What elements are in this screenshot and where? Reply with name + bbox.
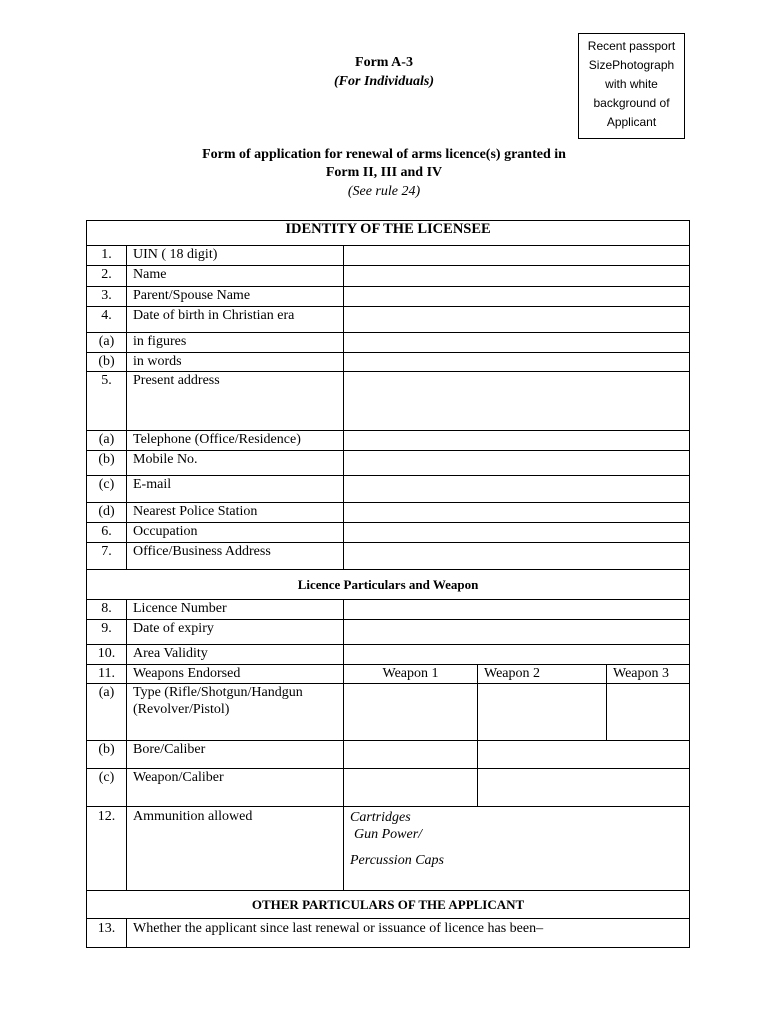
office-address-field[interactable] xyxy=(344,543,690,570)
form-row-uin xyxy=(87,246,690,266)
row-label: Date of birth in Christian era xyxy=(127,307,344,333)
row-label: Office/Business Address xyxy=(127,543,344,570)
form-number: Form A-3 xyxy=(355,55,413,70)
rule-reference: (See rule 24) xyxy=(347,184,421,199)
row-number: 4. xyxy=(87,307,127,333)
form-row-telephone xyxy=(87,431,690,451)
row-number: 8. xyxy=(87,600,127,620)
occupation-field[interactable] xyxy=(344,523,690,543)
expiry-date-field[interactable] xyxy=(344,620,690,645)
parent-name-field[interactable] xyxy=(344,287,690,307)
form-row-bore-caliber xyxy=(87,741,690,769)
telephone-field[interactable] xyxy=(344,431,690,451)
row-number: 5. xyxy=(87,372,127,431)
row-number: 7. xyxy=(87,543,127,570)
photo-instruction-line: SizePhotograph xyxy=(588,58,675,72)
ammunition-cartridges-label: Cartridges xyxy=(350,810,411,825)
row-number: 11. xyxy=(87,665,127,684)
section-header-row xyxy=(87,221,690,246)
row-number: 1. xyxy=(87,246,127,266)
row-number: 12. xyxy=(87,807,127,891)
form-row-weapon-caliber xyxy=(87,769,690,807)
dob-words-field[interactable] xyxy=(344,353,690,372)
section-identity-heading: IDENTITY OF THE LICENSEE xyxy=(87,221,690,246)
form-row-parent-name xyxy=(87,287,690,307)
address-field[interactable] xyxy=(344,372,690,431)
row-label: Whether the applicant since last renewal or issuance of licence has been– xyxy=(127,919,690,948)
row-label: in figures xyxy=(127,333,344,353)
form-row-address xyxy=(87,372,690,431)
row-number: (b) xyxy=(87,353,127,372)
form-row-police-station xyxy=(87,503,690,523)
weapon-2-caliber-field[interactable] xyxy=(478,769,690,807)
application-form-table xyxy=(86,220,690,948)
photo-instruction-line: with white xyxy=(605,77,658,91)
row-label: Nearest Police Station xyxy=(127,503,344,523)
form-title-line2: Form II, III and IV xyxy=(325,165,443,180)
photo-instruction-line: Recent passport xyxy=(587,39,676,53)
form-row-dob xyxy=(87,307,690,333)
email-field[interactable] xyxy=(344,476,690,503)
weapon-3-header: Weapon 3 xyxy=(607,665,690,684)
form-row-expiry xyxy=(87,620,690,645)
row-label: Mobile No. xyxy=(127,451,344,476)
row-label: Licence Number xyxy=(127,600,344,620)
form-row-weapons-endorsed xyxy=(87,665,690,684)
weapon-3-type-field[interactable] xyxy=(607,684,690,741)
row-label: Occupation xyxy=(127,523,344,543)
mobile-field[interactable] xyxy=(344,451,690,476)
row-label: Type (Rifle/Shotgun/Handgun (Revolver/Pistol) xyxy=(127,684,344,741)
form-title-line1: Form of application for renewal of arms licence(s) granted in xyxy=(202,147,566,162)
row-number: (a) xyxy=(87,333,127,353)
weapon-2-type-field[interactable] xyxy=(478,684,607,741)
section-licence-heading: Licence Particulars and Weapon xyxy=(87,570,690,600)
row-number: 6. xyxy=(87,523,127,543)
row-label: Weapon/Caliber xyxy=(127,769,344,807)
ammunition-field[interactable] xyxy=(344,807,690,891)
row-number: (d) xyxy=(87,503,127,523)
form-subtitle: (For Individuals) xyxy=(334,74,434,89)
row-label: E-mail xyxy=(127,476,344,503)
form-row-email xyxy=(87,476,690,503)
row-label: Telephone (Office/Residence) xyxy=(127,431,344,451)
row-number: 3. xyxy=(87,287,127,307)
row-label: UIN ( 18 digit) xyxy=(127,246,344,266)
weapon-1-caliber-field[interactable] xyxy=(344,769,478,807)
row-number: (c) xyxy=(87,476,127,503)
section-header-row xyxy=(87,570,690,600)
form-row-licence-number xyxy=(87,600,690,620)
row-number: (c) xyxy=(87,769,127,807)
form-row-weapon-type xyxy=(87,684,690,741)
weapon-1-header: Weapon 1 xyxy=(344,665,478,684)
weapon-2-bore-field[interactable] xyxy=(478,741,690,769)
weapon-2-header: Weapon 2 xyxy=(478,665,607,684)
section-header-row xyxy=(87,891,690,919)
name-field[interactable] xyxy=(344,266,690,287)
row-label: Bore/Caliber xyxy=(127,741,344,769)
ammunition-gunpowder-label: Gun Power/ xyxy=(354,827,423,842)
form-row-name xyxy=(87,266,690,287)
area-validity-field[interactable] xyxy=(344,645,690,665)
row-number: (a) xyxy=(87,431,127,451)
weapon-1-type-field[interactable] xyxy=(344,684,478,741)
row-label: Area Validity xyxy=(127,645,344,665)
row-number: 2. xyxy=(87,266,127,287)
photo-instruction-line: Applicant xyxy=(606,115,657,129)
form-row-occupation xyxy=(87,523,690,543)
row-number: (a) xyxy=(87,684,127,741)
row-label: Ammunition allowed xyxy=(127,807,344,891)
row-number: (b) xyxy=(87,451,127,476)
police-station-field[interactable] xyxy=(344,503,690,523)
row-label: Present address xyxy=(127,372,344,431)
row-label: in words xyxy=(127,353,344,372)
uin-field[interactable] xyxy=(344,246,690,266)
ammunition-caps-label: Percussion Caps xyxy=(350,853,444,868)
row-label: Weapons Endorsed xyxy=(127,665,344,684)
form-row-ammunition xyxy=(87,807,690,891)
row-number: (b) xyxy=(87,741,127,769)
row-label: Name xyxy=(127,266,344,287)
form-row-area-validity xyxy=(87,645,690,665)
form-row-office-address xyxy=(87,543,690,570)
section-other-heading: OTHER PARTICULARS OF THE APPLICANT xyxy=(87,891,690,919)
weapon-1-bore-field[interactable] xyxy=(344,741,478,769)
form-row-dob-words xyxy=(87,353,690,372)
dob-figures-field[interactable] xyxy=(344,333,690,353)
form-row-mobile xyxy=(87,451,690,476)
row-label: Parent/Spouse Name xyxy=(127,287,344,307)
licence-number-field[interactable] xyxy=(344,600,690,620)
form-row-dob-figures xyxy=(87,333,690,353)
dob-field[interactable] xyxy=(344,307,690,333)
photo-instruction-line: background of xyxy=(593,96,670,110)
row-label: Date of expiry xyxy=(127,620,344,645)
row-number: 10. xyxy=(87,645,127,665)
row-number: 13. xyxy=(87,919,127,948)
row-number: 9. xyxy=(87,620,127,645)
form-row-question-13 xyxy=(87,919,690,948)
